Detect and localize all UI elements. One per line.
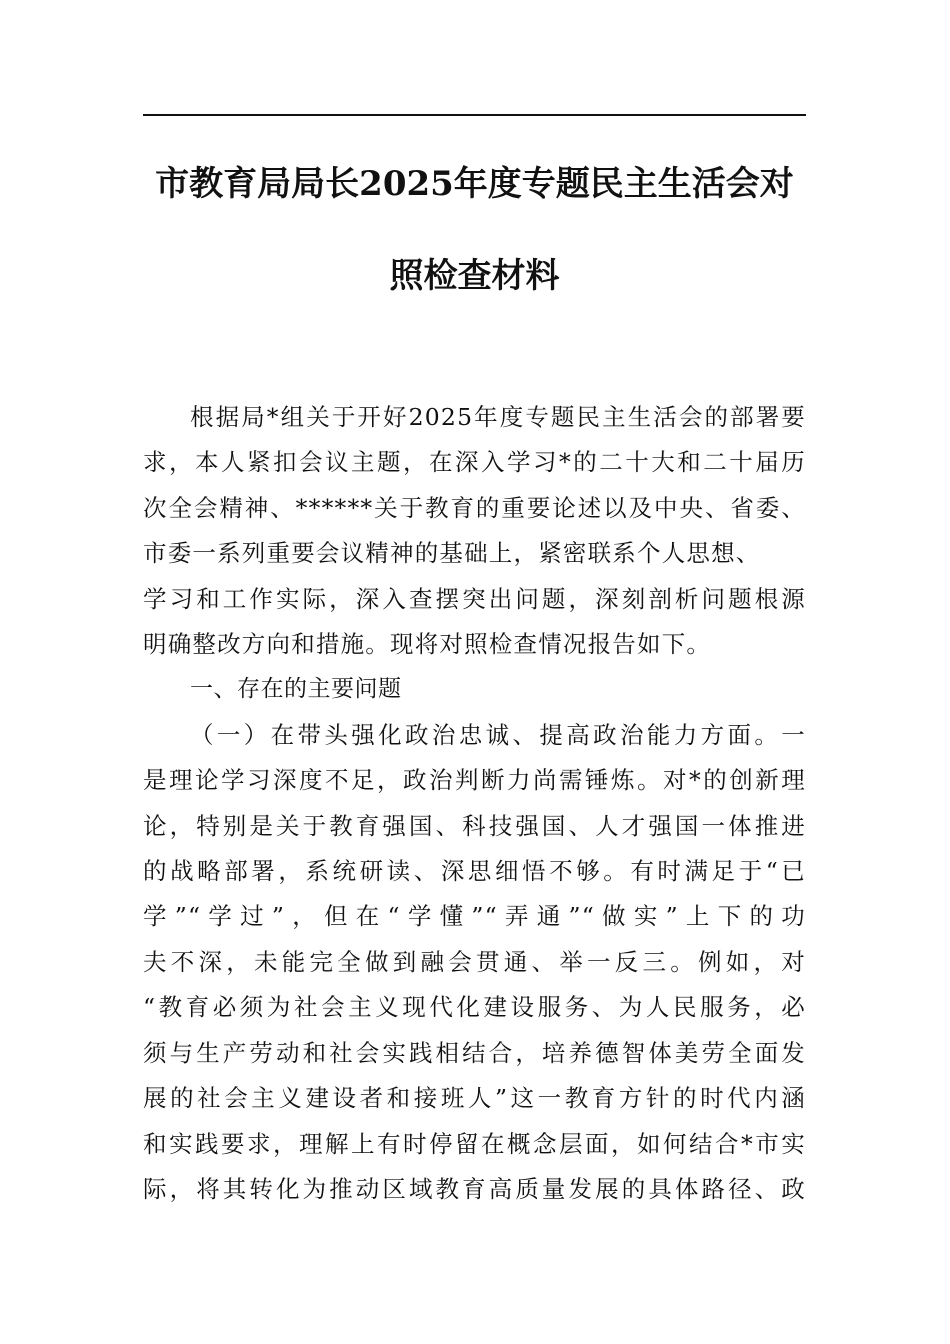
subsection-line: 和实践要求，理解上有时停留在概念层面，如何结合*市实 — [143, 1129, 806, 1158]
document-title — [143, 160, 806, 322]
intro-line: 次全会精神、******关于教育的重要论述以及中央、省委、 — [143, 493, 806, 522]
intro-line: 根据局*组关于开好2025年度专题民主生活会的部署要 — [190, 403, 806, 431]
subsection-line: 须与生产劳动和社会实践相结合，培养德智体美劳全面发 — [143, 1038, 806, 1067]
intro-line: 市委一系列重要会议精神的基础上，紧密联系个人思想、 — [143, 539, 761, 568]
section-heading: 一、存在的主要问题 — [190, 676, 402, 703]
intro-line: 学习和工作实际，深入查摆突出问题，深刻剖析问题根源 — [143, 584, 806, 613]
header-rule — [143, 114, 806, 116]
subsection-line: 论，特别是关于教育强国、科技强国、人才强国一体推进 — [143, 811, 806, 840]
subsection-line: 展的社会主义建设者和接班人”这一教育方针的时代内涵 — [143, 1084, 806, 1113]
subsection-line: 夫不深，未能完全做到融会贯通、举一反三。例如，对 — [143, 947, 806, 976]
subsection-line: 学”“学过”，但在“学懂”“弄通”“做实”上下的功 — [143, 902, 806, 931]
intro-line: 明确整改方向和措施。现将对照检查情况报告如下。 — [143, 630, 712, 659]
subsection-line: 的战略部署，系统研读、深思细悟不够。有时满足于“已 — [143, 857, 806, 886]
title-line-1: 市教育局局长2025年度专题民主生活会对 — [155, 164, 794, 204]
intro-line: 求，本人紧扣会议主题，在深入学习*的二十大和二十届历 — [143, 448, 806, 477]
subsection-line: 际，将其转化为推动区域教育高质量发展的具体路径、政 — [143, 1174, 806, 1203]
title-line-2: 照检查材料 — [389, 256, 560, 296]
subsection-line: 是理论学习深度不足，政治判断力尚需锤炼。对*的创新理 — [143, 766, 806, 795]
subsection-line: （一）在带头强化政治忠诚、提高政治能力方面。一 — [190, 720, 806, 749]
document-body — [143, 395, 806, 1212]
subsection-line: “教育必须为社会主义现代化建设服务、为人民服务，必 — [143, 993, 806, 1022]
